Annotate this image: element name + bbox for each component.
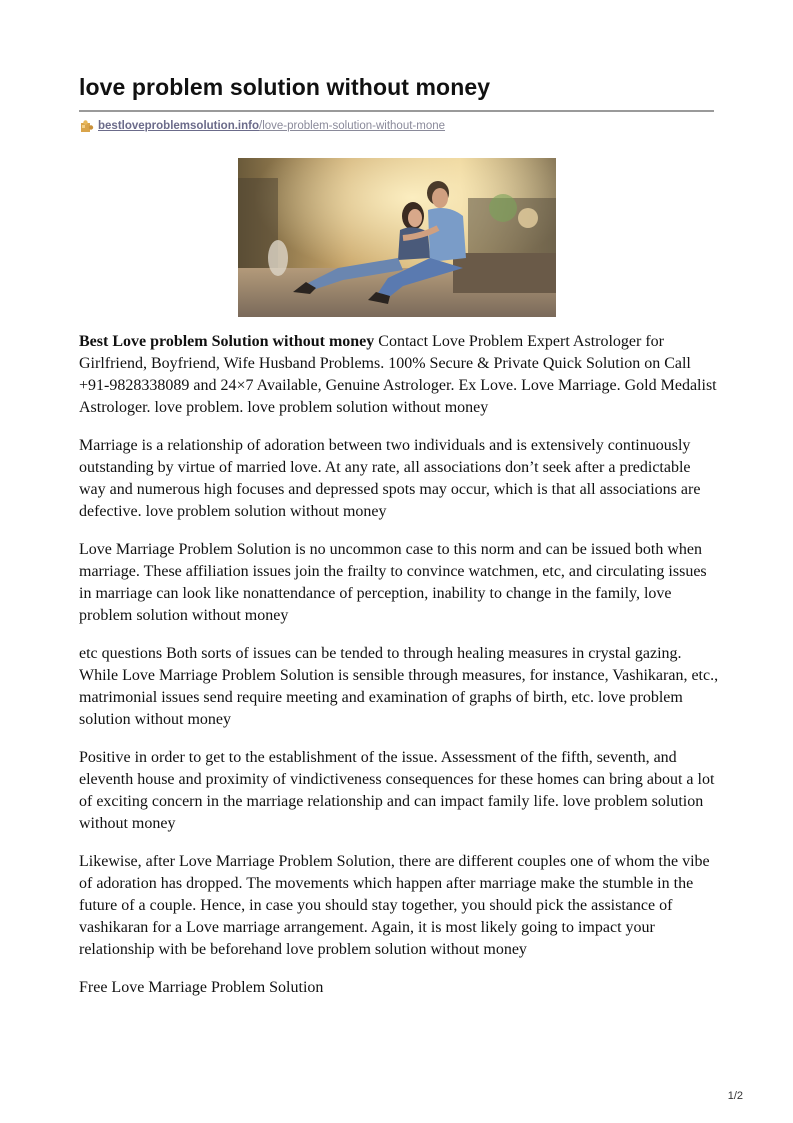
source-domain-link[interactable]: bestloveproblemsolution.info bbox=[98, 120, 260, 132]
page-title: love problem solution without money bbox=[79, 74, 491, 100]
source-line bbox=[80, 118, 445, 134]
paragraph: Likewise, after Love Marriage Problem Solution, there are different couples one of whom the vibe of adoration has dropped. The movements which happen after marriage make the stumble in the future of a couple. Hence, in case you should stay together, you should pick the assistance of vashikaran for a Love marriage arrangement. Again, it is most likely going to impact your relationship with be beforehand love problem solution without money bbox=[79, 853, 710, 958]
paragraph: Love Marriage Problem Solution is no uncommon case to this norm and can be issued both when marriage. These affiliation issues join the frailty to convince watchmen, etc, and circulating issues in marriage can look like nonattendance of perception, inability to change in the family, love problem solution without money bbox=[79, 541, 707, 624]
paragraph: Positive in order to get to the establishment of the issue. Assessment of the fifth, seventh, and eleventh house and proximity of vindictiveness consequences for these homes can bring about a lot of exciting concern in the marriage relationship and can impact family life. love problem solution without money bbox=[79, 749, 715, 832]
page-number: 1/2 bbox=[727, 1090, 743, 1102]
puzzle-icon bbox=[80, 119, 94, 133]
article-body bbox=[79, 331, 719, 1015]
paragraph: Free Love Marriage Problem Solution bbox=[79, 979, 324, 996]
source-path-link[interactable]: /love-problem-solution-without-mone bbox=[259, 120, 446, 132]
lead-paragraph bbox=[79, 331, 719, 419]
paragraph: Marriage is a relationship of adoration between two individuals and is extensively continuously outstanding by virtue of married love. At any rate, all associations don’t seek after a predictable way and numerous high focuses and depressed spots may occur, which is that all associations are defective. love problem solution without money bbox=[79, 437, 701, 520]
paragraph: etc questions Both sorts of issues can be tended to through healing measures in crystal gazing. While Love Marriage Problem Solution is sensible through measures, for instance, Vashikaran, etc., matrimonial issues send require meeting and examination of graphs of birth, etc. love problem solution without money bbox=[79, 645, 719, 728]
lead-bold-text: Best Love problem Solution without money bbox=[79, 333, 375, 350]
lead-text: Contact Love Problem Expert Astrologer for Girlfriend, Boyfriend, Wife Husband Problems. 100% Secure & Private Quick Solution on Call +91-9828338089 and 24×7 Available, Genuine Astrologer. Ex Love. Love Marriage. Gold Medalist Astrologer. love problem. love problem solution without money bbox=[79, 333, 717, 416]
couple-photo bbox=[238, 158, 556, 317]
title-divider bbox=[79, 110, 714, 112]
